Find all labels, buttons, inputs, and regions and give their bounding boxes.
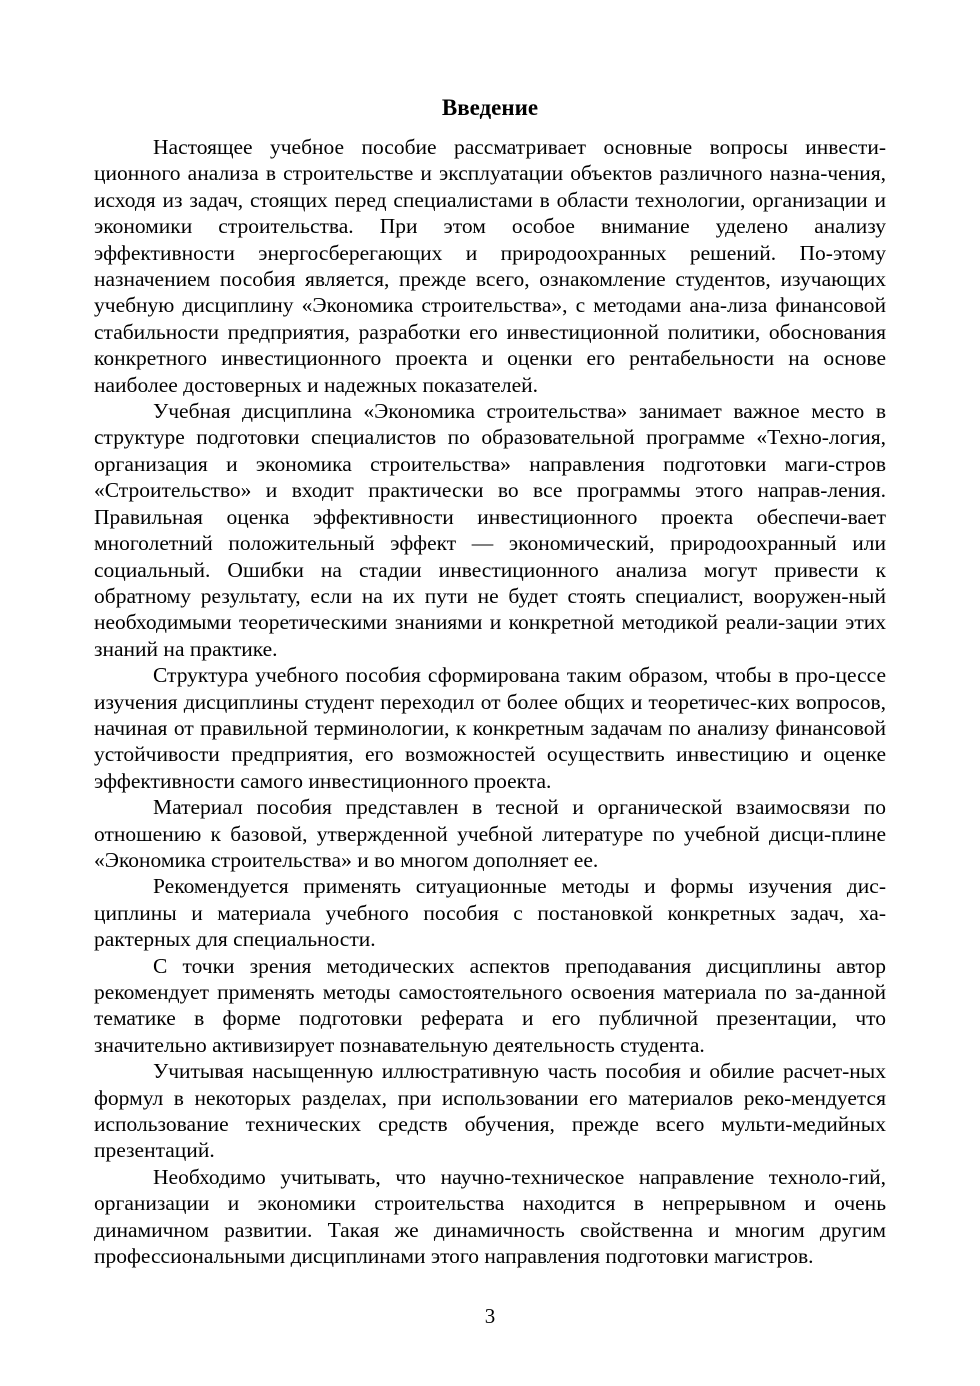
- paragraph: Настоящее учебное пособие рассматривает основные вопросы инвести-ционного анализа в строительстве и эксплуатации объектов различного назна-чения, исходя из задач, стоящих перед специалистами в области технологии, организации и экономики строительства. При этом особое внимание уделено анализу эффективности энергосберегающих и природоохранных решений. По-этому назначением пособия является, прежде всего, ознакомление студентов, изучающих учебную дисциплину «Экономика строительства», с методами ана-лиза финансовой стабильности предприятия, разработки его инвестиционной политики, обоснования конкретного инвестиционного проекта и оценки его рентабельности на основе наиболее достоверных и надежных показателей.: [94, 135, 886, 397]
- document-page: [94, 92, 886, 1269]
- page-number: 3: [484, 1304, 496, 1328]
- section-title: Введение: [441, 95, 539, 120]
- paragraph: Учебная дисциплина «Экономика строительства» занимает важное место в структуре подготовки специалистов по образовательной программе «Техно-логия, организация и экономика строительства» направления подготовки маги-стров «Строительство» и входит практически во все программы этого направ-ления. Правильная оценка эффективности инвестиционного проекта обеспечи-вает многолетний положительный эффект — экономический, природоохранный или социальный. Ошибки на стадии инвестиционного анализа могут привести к обратному результату, если на их пути не будет стоять специалист, вооружен-ный необходимыми теоретическими знаниями и конкретной методикой реали-зации этих знаний на практике.: [94, 399, 886, 661]
- paragraph: Рекомендуется применять ситуационные методы и формы изучения дис-циплины и материала учебного пособия с постановкой конкретных задач, ха-рактерных для специальности.: [94, 874, 886, 952]
- paragraph: Необходимо учитывать, что научно-техническое направление техноло-гий, организации и экономики строительства находится в непрерывном и очень динамичном развитии. Такая же динамичность свойственна и многим другим профессиональными дисциплинами этого направления подготовки магистров.: [94, 1164, 886, 1269]
- paragraph: Материал пособия представлен в тесной и органической взаимосвязи по отношению к базовой, утвержденной учебной литературе по учебной дисци-плине «Экономика строительства» и во многом дополняет ее.: [94, 795, 886, 872]
- paragraph: Структура учебного пособия сформирована таким образом, чтобы в про-цессе изучения дисциплины студент переходил от более общих и теоретичес-ких вопросов, начиная от правильной терминологии, к конкретным задачам по анализу финансовой устойчивости предприятия, его возможностей осуществить инвестицию и оценке эффективности самого инвестиционного проекта.: [94, 663, 886, 793]
- paragraph: С точки зрения методических аспектов преподавания дисциплины автор рекомендует применять методы самостоятельного освоения материала по за-данной тематике в форме подготовки реферата и его публичной презентации, что значительно активизирует познавательную деятельность студента.: [94, 953, 886, 1057]
- paragraph: Учитывая насыщенную иллюстративную часть пособия и обилие расчет-ных формул в некоторых разделах, при использовании его материалов реко-мендуется использование технических средств обучения, прежде всего мульти-медийных презентаций.: [94, 1059, 886, 1163]
